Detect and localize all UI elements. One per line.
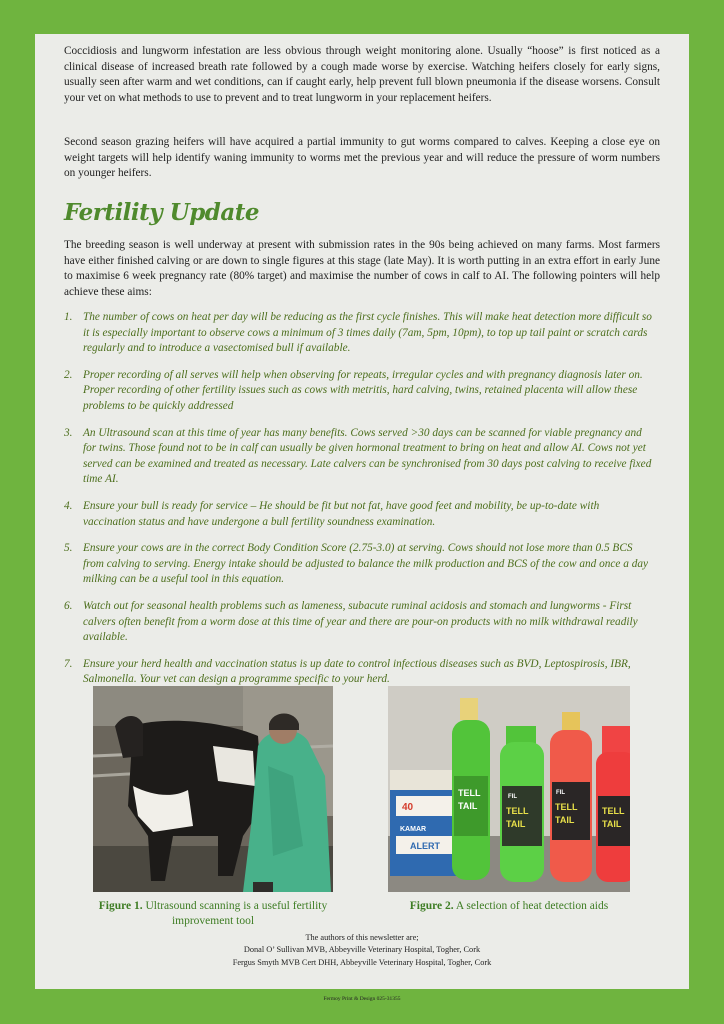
- figure-2-caption: [380, 899, 638, 914]
- bottle-label-line2: TAIL: [555, 815, 575, 825]
- list-number: 3.: [64, 426, 73, 439]
- lungworm-paragraph: Coccidiosis and lungworm infestation are less obvious through weight monitoring alone. Usually “hoose” is first noticed as a clinical disease of increased breath rate followed by a cough made worse by exercise. Watching heifers closely for early signs, usually seen after warm and wet conditions, can if caught early, help prevent full blown pneumonia if the disease worsens. Consult your vet on what methods to use to prevent and to treat lungworm in your replacement heifers.: [64, 45, 660, 104]
- bottle-label-line2: TAIL: [602, 819, 622, 829]
- authors-heading: The authors of this newsletter are;: [305, 933, 419, 942]
- tell-tail-bottle-green-2: [500, 726, 544, 882]
- list-item: [64, 541, 654, 588]
- printer-credit: Fermoy Print & Design 025-31355: [323, 996, 401, 1002]
- list-number: 5.: [64, 542, 73, 555]
- list-item-text: Proper recording of all serves will help when observing for repeats, irregular cycles and with pregnancy diagnosis later on. Proper recording of other fertility issues such as cows with metritis, hard calving, twins, retained placenta will allow these problems to be quickly addressed: [83, 368, 643, 412]
- immunity-paragraph: Second season grazing heifers will have acquired a partial immunity to gut worms compared to calves. Keeping a close eye on weight targets will help identify waning immunity to worms met the previous year and will reduce the pressure of worm numbers on younger heifers.: [64, 136, 660, 180]
- bottle-label-line1: TELL: [555, 802, 578, 812]
- list-number: 4.: [64, 499, 73, 512]
- author-line: Fergus Smyth MVB Cert DHH, Abbeyville Veterinary Hospital, Togher, Cork: [232, 957, 492, 967]
- ultrasound-scanning-photo: [93, 686, 333, 892]
- list-number: 1.: [64, 311, 73, 323]
- bottle-label-line1: TELL: [458, 788, 481, 798]
- box-count-label: 40: [402, 802, 414, 813]
- fertility-intro-paragraph: The breeding season is well underway at present with submission rates in the 90s being achieved on many farms. Most farmers have either finished calving or are down to single figures at this stage (late May). It is worth putting in an extra effort in early June to maximise 6 week pregnancy rate (80% target) and maximise the number of cows in calf to AI. The following pointers will help achieve these aims:: [64, 239, 660, 298]
- heat-detection-aids-photo: [388, 686, 630, 892]
- bottle-label-line1: TELL: [506, 806, 529, 816]
- list-item-text: The number of cows on heat per day will be reducing as the first cycle finishes. This will make heat detection more difficult so it is especially important to observe cows a minimum of 3 times daily (7am, 5pm, 10pm), to top up tail paint or scratch cards regularly and to introduce a vasectomised bull if available.: [83, 311, 652, 355]
- author-line: Donal O’ Sullivan MVB, Abbeyville Veterinary Hospital, Togher, Cork: [243, 945, 481, 955]
- bottle-label-line2: TAIL: [458, 801, 478, 811]
- list-item-text: Ensure your herd health and vaccination status is up date to control infectious diseases such as BVD, Leptospirosis, IBR, Salmonella. Your vet can design a programme specific to your herd.: [83, 657, 631, 686]
- figure-1-caption: [93, 899, 333, 929]
- figure-2-caption-text: A selection of heat detection aids: [455, 900, 609, 912]
- list-item-text: Ensure your bull is ready for service – He should be fit but not fat, have good feet and mobility, be up-to-date with vaccination status and have undergone a bull fertility soundness examination.: [83, 499, 600, 528]
- tell-tail-bottle-red-1: [550, 712, 592, 882]
- authors-block: [64, 932, 660, 969]
- box-brand-label: KAMAR: [400, 826, 427, 833]
- list-item: [64, 657, 654, 688]
- list-item: [64, 499, 654, 530]
- list-item: [64, 599, 654, 646]
- bottle-label-line1: TELL: [602, 806, 625, 816]
- list-item: [64, 310, 654, 357]
- list-number: 7.: [64, 657, 73, 670]
- list-item-text: Watch out for seasonal health problems such as lameness, subacute ruminal acidosis and stomach and lungworms - First calvers often benefit from a worm dose at this time of year and there are pour-on products with no milk withdrawal readily available.: [83, 599, 638, 644]
- list-item: [64, 368, 654, 415]
- fertility-pointers-list: [64, 310, 654, 699]
- box-product-label: ALERT: [410, 841, 440, 851]
- list-item-text: An Ultrasound scan at this time of year has many benefits. Cows served >30 days can be scanned for viable pregnancy and for twins. Those found not to be in calf can usually be given hormonal treatment to bring on heat and allow AI. Cows not yet served can be examined and treated as necessary. Late calvers can be synchronised from 30 days post calving to receive fixed time AI.: [83, 426, 652, 486]
- bottle-brand-label: FIL: [508, 794, 517, 800]
- tell-tail-bottle-green-1: [452, 698, 490, 880]
- list-number: 6.: [64, 599, 73, 612]
- list-number: 2.: [64, 368, 73, 381]
- figure-1-caption-text: Ultrasound scanning is a useful fertility improvement tool: [145, 900, 328, 927]
- bottle-brand-label: FIL: [556, 790, 565, 796]
- figure-2-label: Figure 2.: [409, 900, 454, 912]
- list-item: [64, 426, 654, 488]
- section-title: Fertility Update: [64, 199, 260, 226]
- bottle-label-line2: TAIL: [506, 819, 526, 829]
- list-item-text: Ensure your cows are in the correct Body Condition Score (2.75-3.0) at serving. Cows should not lose more than 0.5 BCS from calving to serving. Energy intake should be adjusted to balance the milk production and BCS of the cow and once a day milking can be a useful tool in this equation.: [83, 542, 649, 586]
- figure-1-label: Figure 1.: [98, 900, 143, 912]
